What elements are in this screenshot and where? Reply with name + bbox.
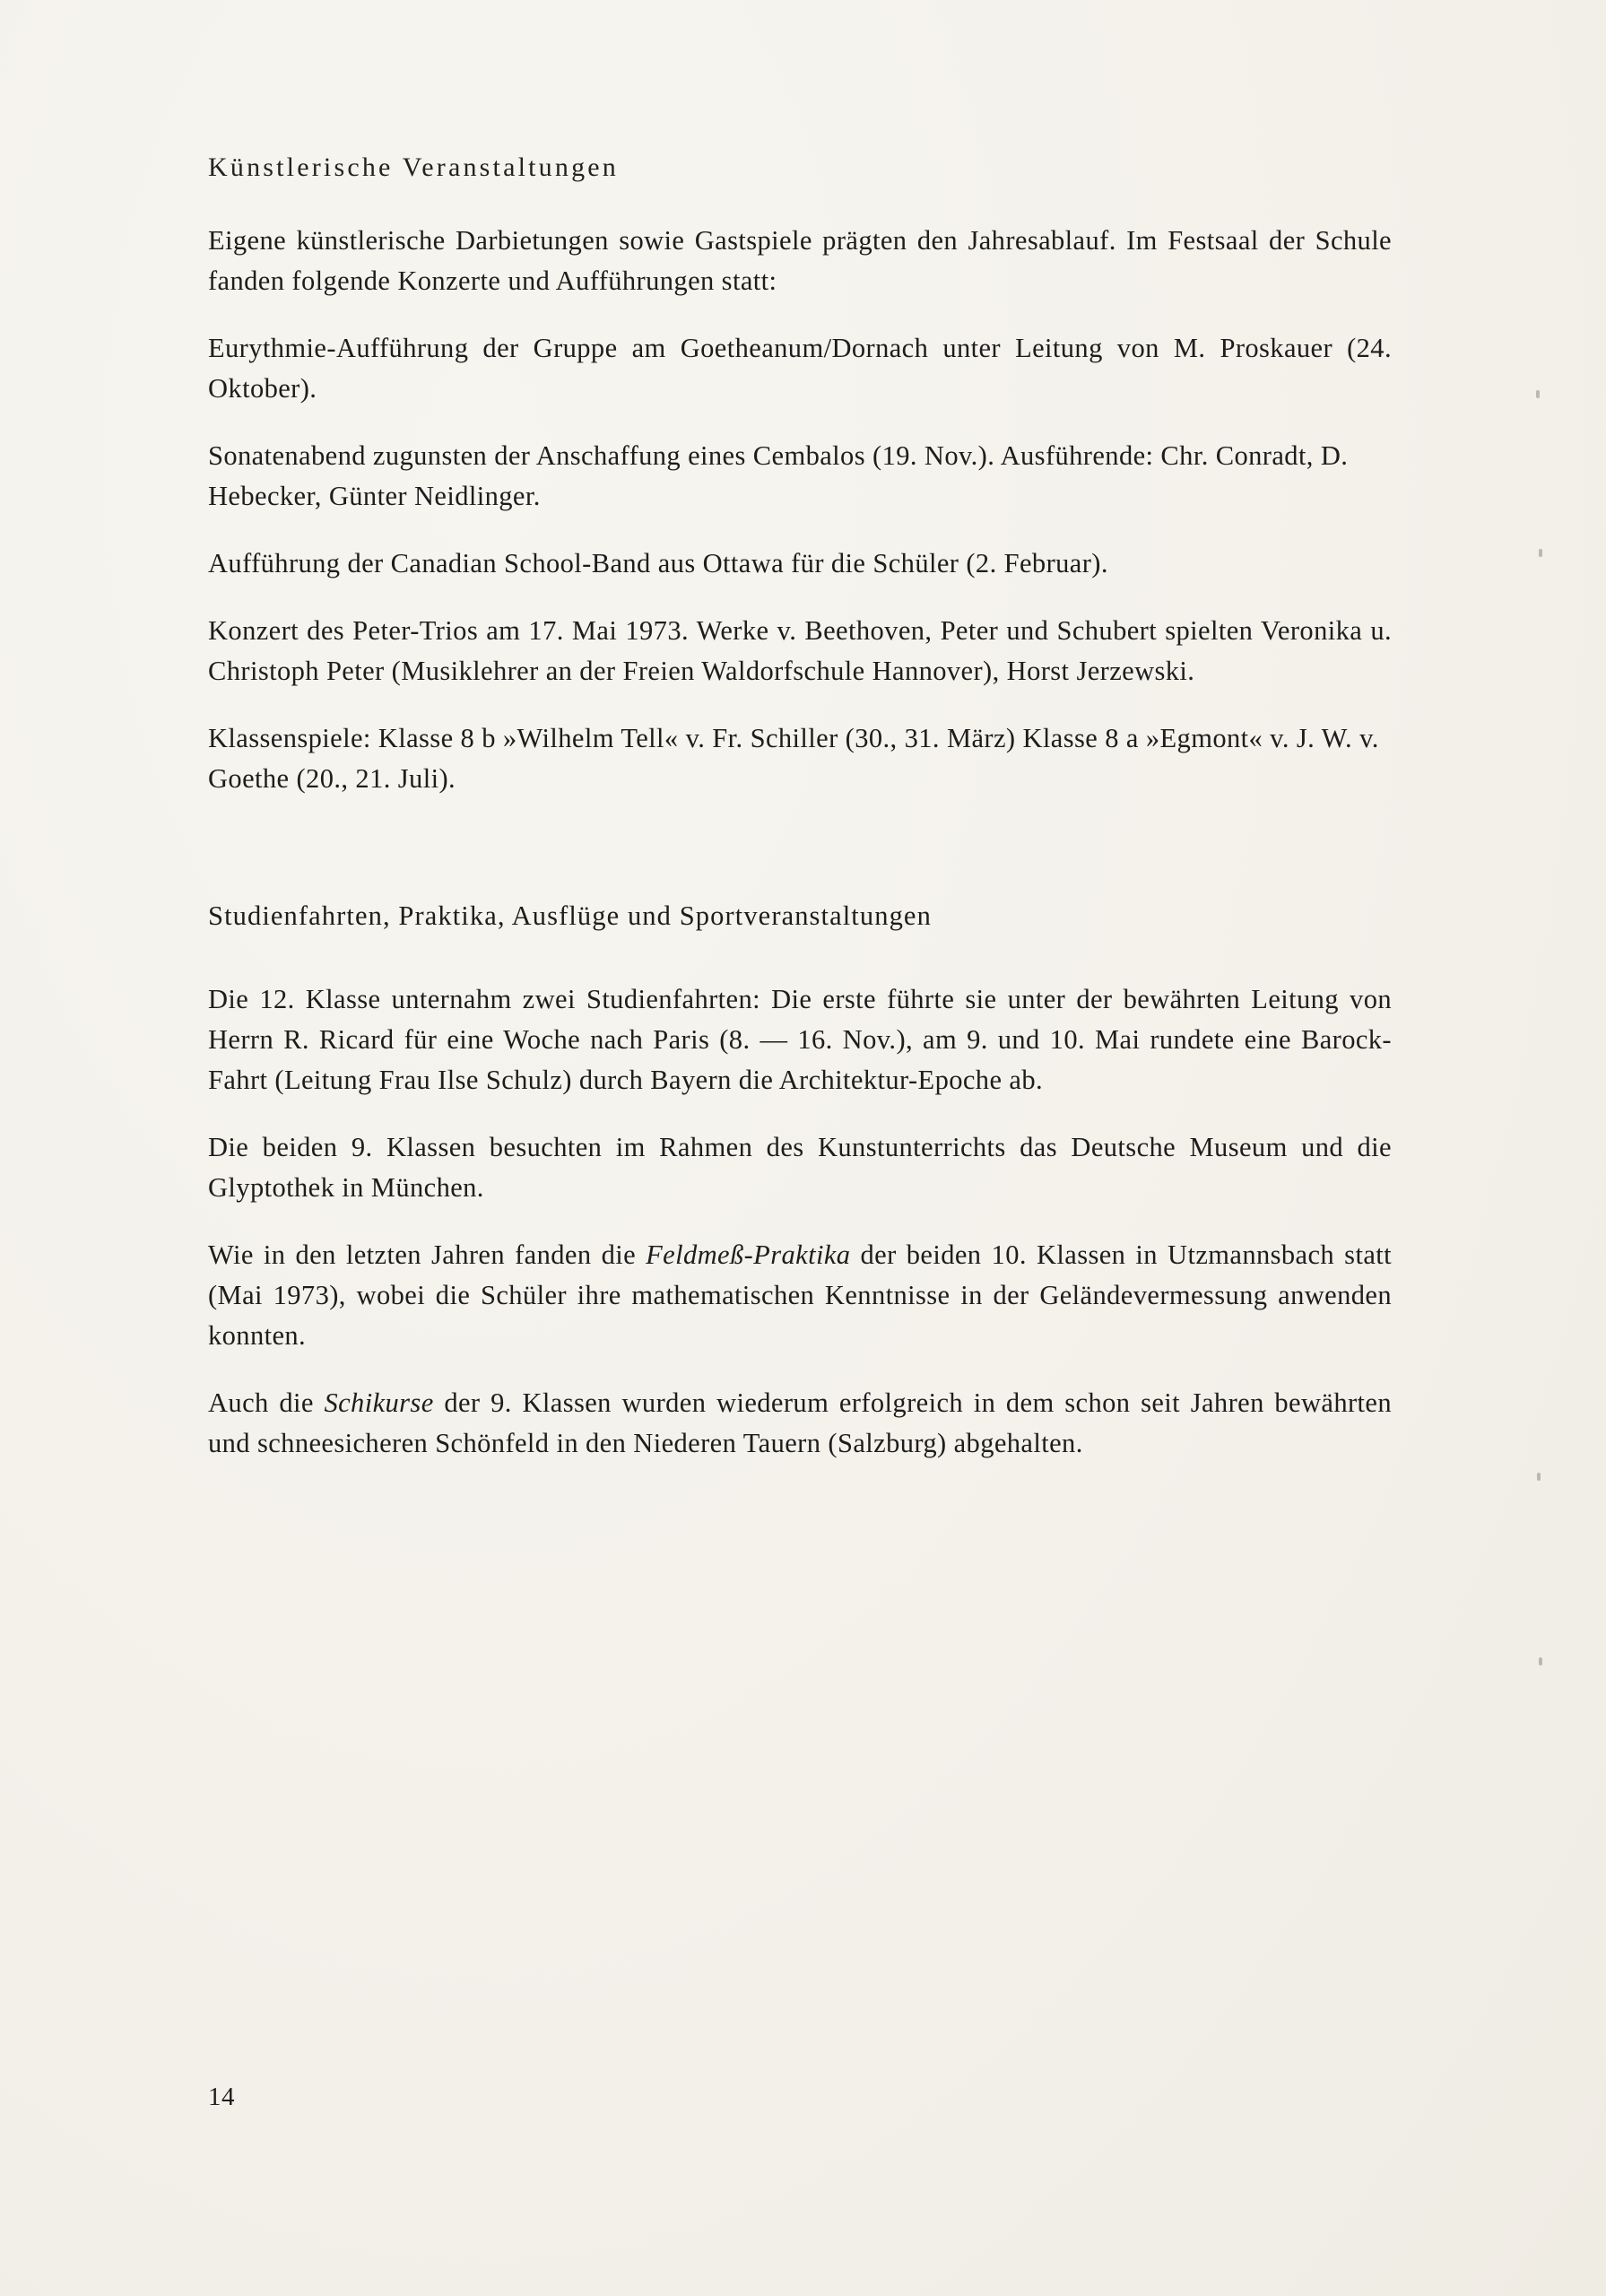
paper-speck-icon bbox=[1536, 390, 1540, 398]
feldmess-text-before: Wie in den letzten Jahren fanden die bbox=[208, 1239, 647, 1270]
section-heading-trips-sports: Studienfahrten, Praktika, Ausflüge und Sportveranstaltungen bbox=[208, 900, 932, 931]
paragraph-peter-trio-concert: Konzert des Peter-Trios am 17. Mai 1973. Werke v. Beethoven, Peter und Schubert spielten Veronika u. Christoph Peter (Musiklehrer an der Freien Waldorfschule Hannover), Horst Jerzewski. bbox=[208, 615, 1392, 686]
paragraph-schikurse bbox=[208, 1383, 1392, 1464]
schikurse-title-italic: Schikurse bbox=[324, 1387, 434, 1418]
feldmess-title-italic: Feldmeß-Praktika bbox=[646, 1239, 851, 1270]
paragraph-class-9-museum-visits: Die beiden 9. Klassen besuchten im Rahmen des Kunstunterrichts das Deutsche Museum und die Glyptothek in München. bbox=[208, 1132, 1392, 1203]
paper-speck-icon bbox=[1539, 549, 1542, 557]
paper-speck-icon bbox=[1539, 1657, 1542, 1665]
feldmess-text-after: der beiden 10. Klassen in Utzmannsbach statt (Mai 1973), wobei die Schüler ihre mathematischen Kenntnisse in der Geländevermessung anwenden konnten. bbox=[208, 1239, 1392, 1351]
page-number: 14 bbox=[208, 2083, 235, 2111]
paper-speck-icon bbox=[1537, 1473, 1541, 1481]
section-heading-artistic-events: Künstlerische Veranstaltungen bbox=[208, 152, 619, 182]
schikurse-text-after: der 9. Klassen wurden wiederum erfolgreich in dem schon seit Jahren bewährten und schneesicheren Schönfeld in den Niederen Tauern (Salzburg) abgehalten. bbox=[208, 1387, 1392, 1458]
paragraph-class-plays: Klassenspiele: Klasse 8 b »Wilhelm Tell« v. Fr. Schiller (30., 31. März) Klasse 8 a »Egmont« v. J. W. v. Goethe (20., 21. Juli). bbox=[208, 723, 1379, 794]
paragraph-eurythmy-performance: Eurythmie-Aufführung der Gruppe am Goetheanum/Dornach unter Leitung von M. Proskauer (24. Oktober). bbox=[208, 333, 1392, 404]
paragraph-class-12-study-trips: Die 12. Klasse unternahm zwei Studienfahrten: Die erste führte sie unter der bewährten Leitung von Herrn R. Ricard für eine Woche nach Paris (8. — 16. Nov.), am 9. und 10. Mai rundete eine Barock-Fahrt (Leitung Frau Ilse Schulz) durch Bayern die Architektur-Epoche ab. bbox=[208, 984, 1392, 1095]
schikurse-text-before: Auch die bbox=[208, 1387, 325, 1418]
paragraph-annual-overview: Eigene künstlerische Darbietungen sowie Gastspiele prägten den Jahresablauf. Im Festsaal der Schule fanden folgende Konzerte und Aufführungen statt: bbox=[208, 225, 1392, 296]
paragraph-sonata-evening: Sonatenabend zugunsten der Anschaffung eines Cembalos (19. Nov.). Ausführende: Chr. Conradt, D. Hebecker, Günter Neidlinger. bbox=[208, 440, 1349, 511]
page-text-column bbox=[208, 152, 1392, 1491]
paragraph-canadian-school-band: Aufführung der Canadian School-Band aus Ottawa für die Schüler (2. Februar). bbox=[208, 548, 1108, 578]
paragraph-feldmess-praktika bbox=[208, 1235, 1392, 1356]
